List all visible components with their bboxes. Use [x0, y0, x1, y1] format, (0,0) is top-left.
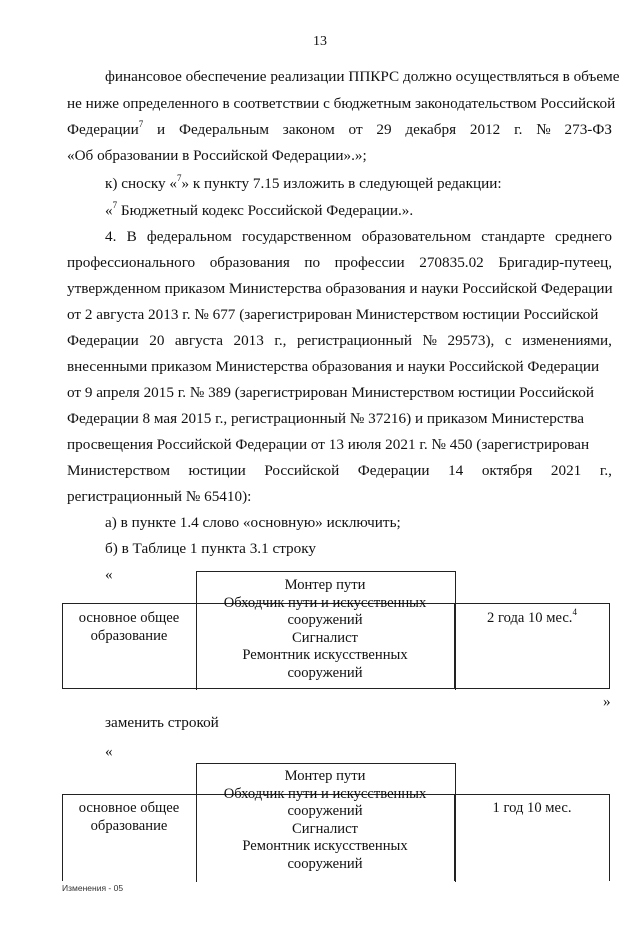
text-line: регистрационный № 65410):: [67, 488, 252, 505]
word: 14: [448, 462, 464, 479]
word: г.,: [274, 332, 287, 349]
word: 2021: [550, 462, 582, 479]
text-line: внесенными приказом Министерства образования и науки Российской Федерации: [67, 358, 600, 375]
footnote-ref: 4: [572, 607, 577, 618]
word: с: [504, 332, 512, 349]
word: Бригадир-путеец,: [498, 254, 612, 271]
text-fragment: Бюджетный кодекс Российской Федерации.».: [117, 202, 414, 219]
quote-open: «: [105, 743, 113, 760]
cell-line: Сигналист: [292, 820, 358, 837]
text-line: [67, 461, 612, 481]
footnote-ref: 7: [176, 172, 182, 183]
cell-line: сооружений: [287, 803, 363, 819]
text-line: [67, 331, 612, 351]
cell-line: Обходчик пути и искусственных: [223, 594, 427, 611]
word: Федеральным: [179, 121, 269, 138]
cell-line: образование: [90, 627, 168, 644]
word: №: [422, 332, 437, 349]
cell-line: Обходчик пути и искусственных: [223, 785, 427, 802]
word: юстиции: [188, 462, 246, 479]
cell-line: 2 года 10 мес.: [487, 610, 573, 626]
footnote-ref: 7: [138, 118, 144, 129]
table-cell-professions: [196, 768, 454, 873]
word: изменениями,: [522, 332, 612, 349]
word: государственном: [241, 228, 352, 245]
table-cell-term: [454, 607, 610, 628]
cell-line: Монтер пути: [284, 768, 366, 784]
text-line: [67, 253, 612, 273]
word: и: [157, 121, 166, 138]
word: Федерации: [357, 462, 430, 479]
text-line: просвещения Российской Федерации от 13 июля 2021 г. № 450 (зарегистрирован: [67, 436, 590, 453]
page-number: 13: [313, 34, 327, 49]
text-line: [67, 120, 612, 140]
text-line: финансовое обеспечение реализации ППКРС должно осуществляться в объеме: [105, 68, 620, 85]
cell-line: Ремонтник искусственных: [242, 647, 408, 663]
footnote-text: [105, 201, 413, 221]
cell-line: Сигналист: [292, 629, 358, 646]
word: Министерством: [67, 462, 170, 479]
text-line: от 9 апреля 2015 г. № 389 (зарегистрирован Министерством юстиции Российской: [67, 384, 594, 401]
cell-line: сооружений: [287, 612, 363, 628]
item-b: б) в Таблице 1 пункта 3.1 строку: [105, 540, 316, 557]
page-footer: Изменения - 05: [62, 883, 124, 893]
table-cell-education: [62, 800, 196, 835]
word: Российской: [264, 462, 340, 479]
item-k: [105, 174, 502, 194]
quote-close: »: [603, 693, 611, 710]
cell-line: Монтер пути: [284, 577, 366, 593]
footnote-ref: 7: [112, 199, 118, 210]
word: законом: [282, 121, 335, 138]
text-line: Федерации 8 мая 2015 г., регистрационный № 37216) и приказом Министерства: [67, 410, 584, 427]
word: 20: [149, 332, 165, 349]
word: по: [304, 254, 321, 271]
word: 273-ФЗ: [564, 121, 612, 138]
table-cell-professions: [196, 577, 454, 682]
word: федеральном: [146, 228, 232, 245]
word: г.,: [599, 462, 612, 479]
replace-text: заменить строкой: [105, 714, 219, 731]
word: среднего: [555, 228, 612, 245]
text-fragment: к) сноску «: [105, 175, 177, 192]
word: 2013: [233, 332, 264, 349]
word: Федерации: [67, 332, 139, 349]
table-cell-term: 1 год 10 мес.: [492, 800, 572, 816]
word: 29: [376, 121, 392, 138]
text-line: [105, 227, 612, 247]
word: Федерации: [67, 121, 139, 138]
cell-line: сооружений: [287, 664, 363, 681]
item-a: а) в пункте 1.4 слово «основную» исключить;: [105, 514, 401, 531]
word: стандарте: [481, 228, 545, 245]
quote-open: «: [105, 566, 113, 583]
word: декабря: [405, 121, 457, 138]
word: профессии: [334, 254, 405, 271]
word: №: [536, 121, 551, 138]
word: регистрационный: [296, 332, 412, 349]
word: 270835.02: [419, 254, 484, 271]
text-line: «Об образовании в Российской Федерации».»;: [67, 147, 367, 164]
table-cell-education: [62, 610, 196, 645]
word: 2012: [469, 121, 501, 138]
text-fragment: «: [105, 202, 113, 219]
text-fragment: » к пункту 7.15 изложить в следующей редакции:: [181, 175, 502, 192]
word: профессионального: [67, 254, 196, 271]
text-line: от 2 августа 2013 г. № 677 (зарегистрирован Министерством юстиции Российской: [67, 306, 599, 323]
cell-line: сооружений: [287, 855, 363, 872]
text-line: не ниже определенного в соответствии с бюджетным законодательством Российской: [67, 95, 616, 112]
word: 29573),: [447, 332, 495, 349]
word: от: [348, 121, 363, 138]
word: г.: [514, 121, 523, 138]
cell-line: образование: [90, 817, 168, 834]
word: 4.: [105, 228, 117, 245]
cell-line: Ремонтник искусственных: [242, 838, 408, 854]
cell-line: основное общее: [78, 800, 180, 816]
text-line: утвержденном приказом Министерства образования и науки Российской Федерации: [67, 280, 613, 297]
word: образовательном: [361, 228, 471, 245]
cell-line: основное общее: [78, 610, 180, 626]
word: августа: [174, 332, 223, 349]
word: образования: [209, 254, 290, 271]
word: октября: [481, 462, 533, 479]
word: В: [126, 228, 137, 245]
